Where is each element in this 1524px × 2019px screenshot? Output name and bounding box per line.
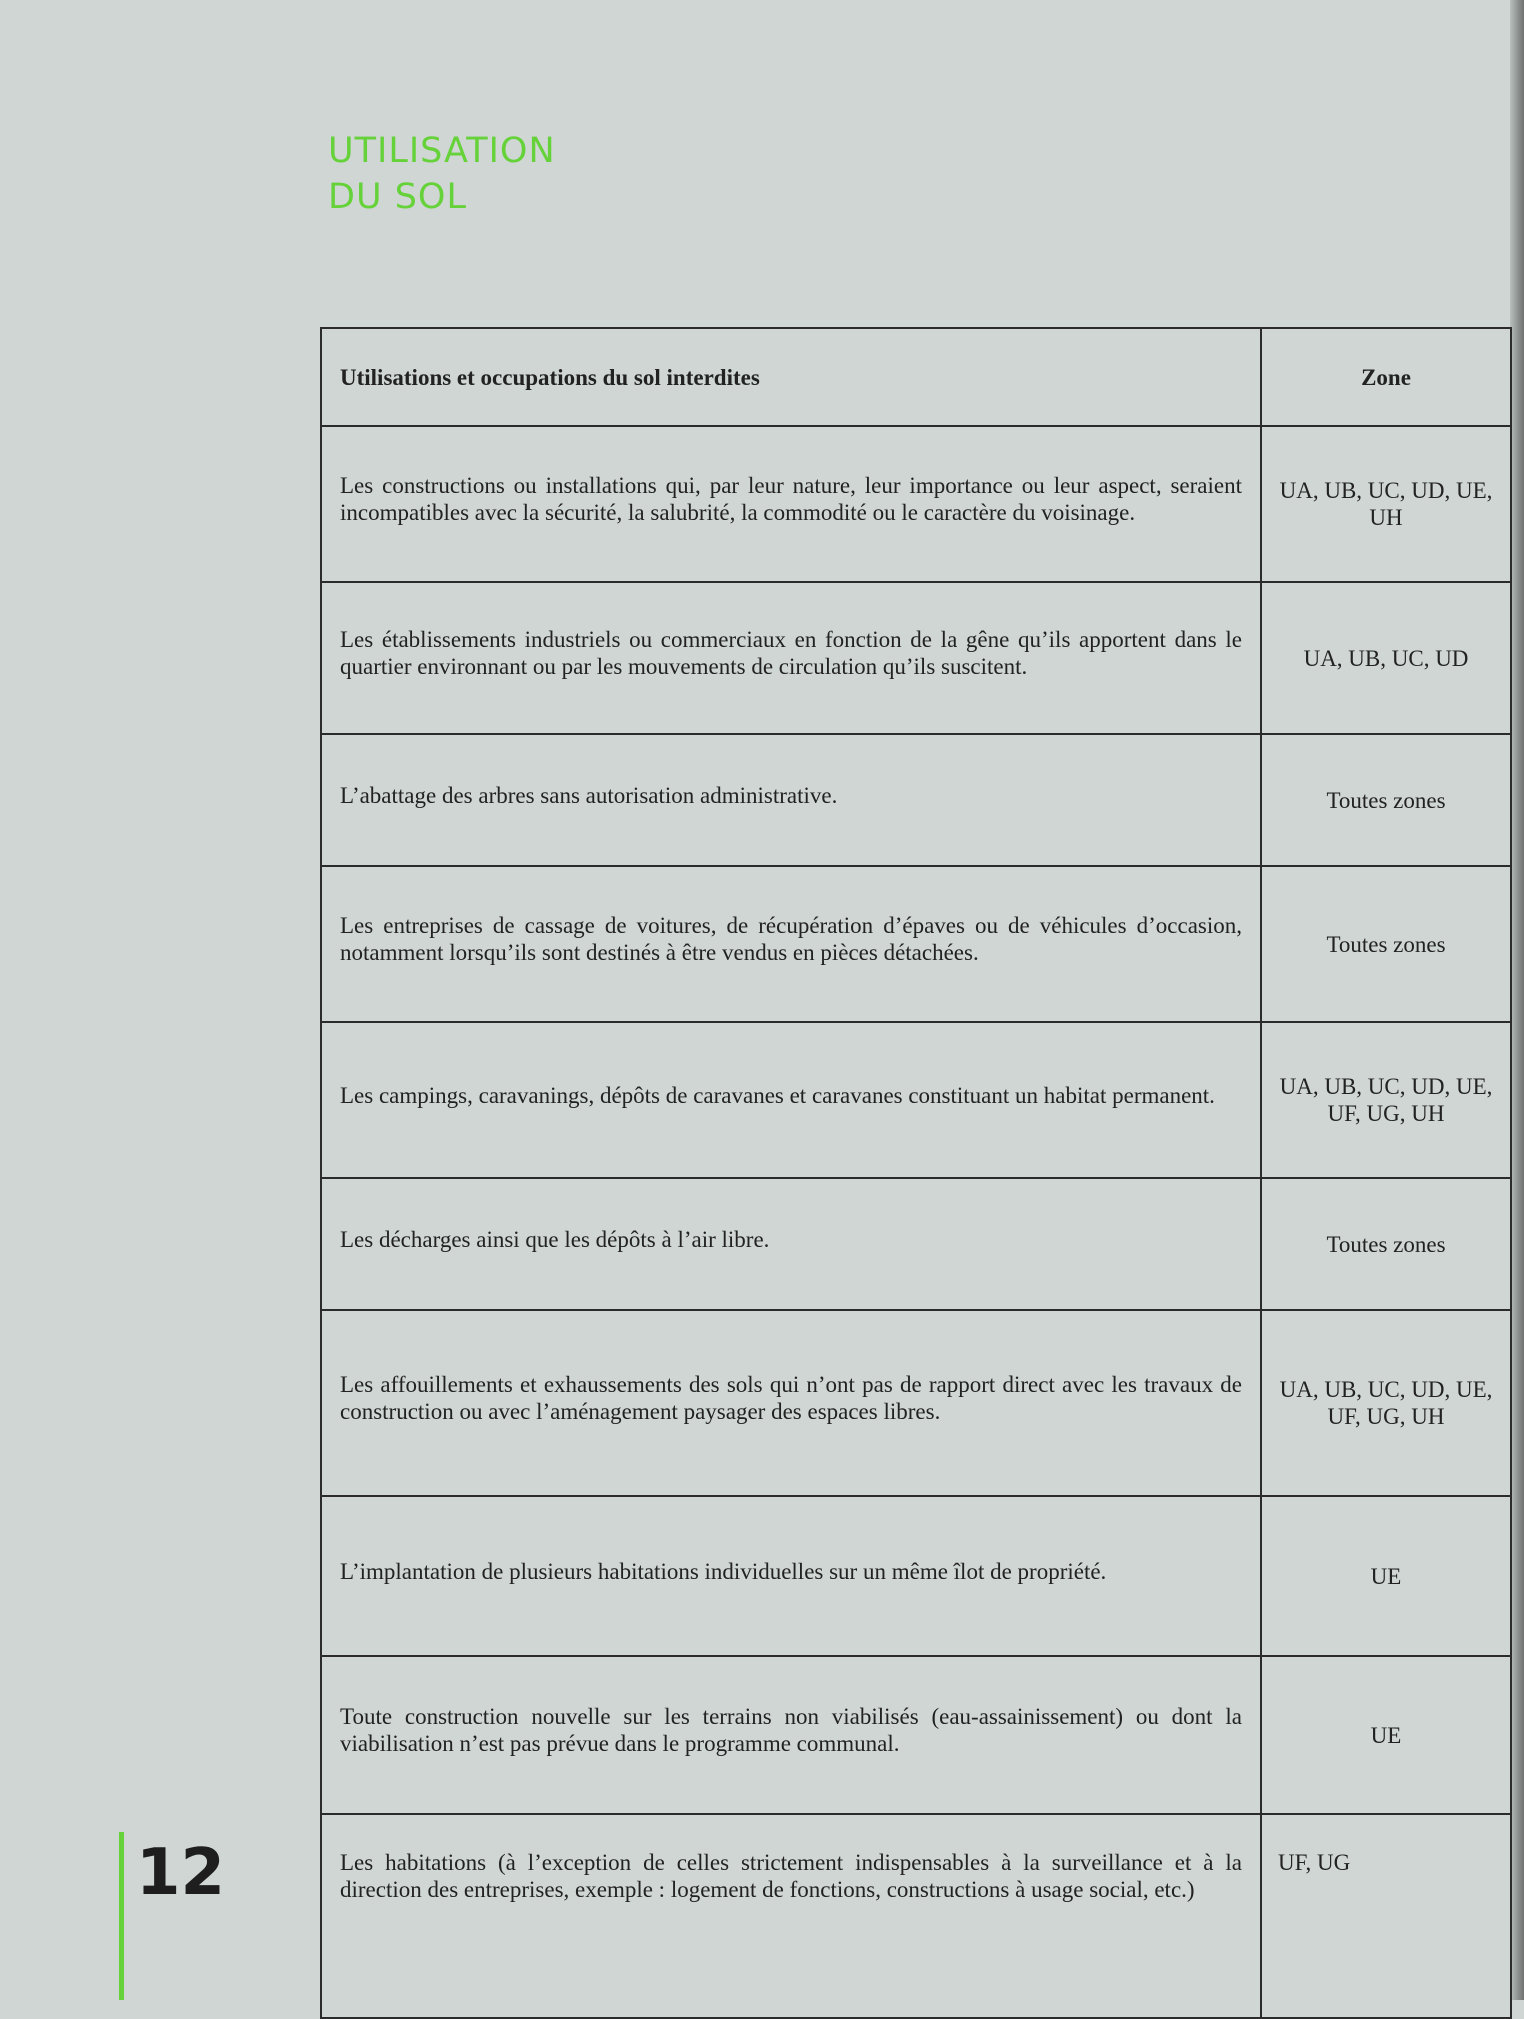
title-line-1: UTILISATION	[328, 131, 556, 171]
zone-cell: UA, UB, UC, UD, UE, UF, UG, UH	[1261, 1310, 1511, 1496]
use-cell: Toute construction nouvelle sur les terrains non viabilisés (eau-assainissement) ou dont la viabilisation n’est pas prévue dans le programme communal.	[321, 1656, 1261, 1814]
page-edge	[1510, 0, 1524, 2000]
zone-cell: Toutes zones	[1261, 866, 1511, 1022]
use-cell: Les établissements industriels ou commerciaux en fonction de la gêne qu’ils apportent dans le quartier environnant ou par les mouvements de circulation qu’ils suscitent.	[321, 582, 1261, 734]
header-use: Utilisations et occupations du sol interdites	[321, 328, 1261, 426]
table-row	[321, 1022, 1511, 1178]
zone-cell: UE	[1261, 1656, 1511, 1814]
use-cell: Les décharges ainsi que les dépôts à l’air libre.	[321, 1178, 1261, 1310]
table-row	[321, 1310, 1511, 1496]
zone-cell: Toutes zones	[1261, 734, 1511, 866]
zone-cell: UA, UB, UC, UD, UE, UF, UG, UH	[1261, 1022, 1511, 1178]
page-number-bar	[119, 1832, 124, 2000]
table-row	[321, 1656, 1511, 1814]
use-cell: L’abattage des arbres sans autorisation administrative.	[321, 734, 1261, 866]
table-row	[321, 866, 1511, 1022]
table-header-row	[321, 328, 1511, 426]
use-cell: Les campings, caravanings, dépôts de caravanes et caravanes constituant un habitat permanent.	[321, 1022, 1261, 1178]
use-cell: Les constructions ou installations qui, par leur nature, leur importance ou leur aspect, seraient incompatibles avec la sécurité, la salubrité, la commodité ou le caractère du voisinage.	[321, 426, 1261, 582]
page-number: 12	[136, 1836, 226, 1910]
zone-cell: Toutes zones	[1261, 1178, 1511, 1310]
use-cell: Les affouillements et exhaussements des sols qui n’ont pas de rapport direct avec les travaux de construction ou avec l’aménagement paysager des espaces libres.	[321, 1310, 1261, 1496]
use-cell: Les habitations (à l’exception de celles strictement indispensables à la surveillance et à la direction des entreprises, exemple : logement de fonctions, constructions à usage social, etc.)	[321, 1814, 1261, 2018]
table-row	[321, 734, 1511, 866]
header-zone: Zone	[1261, 328, 1511, 426]
table-row	[321, 1814, 1511, 2018]
zone-cell: UA, UB, UC, UD, UE, UH	[1261, 426, 1511, 582]
use-cell: Les entreprises de cassage de voitures, de récupération d’épaves ou de véhicules d’occasion, notamment lorsqu’ils sont destinés à être vendus en pièces détachées.	[321, 866, 1261, 1022]
zone-cell: UE	[1261, 1496, 1511, 1656]
land-use-table	[320, 327, 1512, 2019]
zone-cell: UF, UG	[1261, 1814, 1511, 2018]
zone-cell: UA, UB, UC, UD	[1261, 582, 1511, 734]
table-row	[321, 582, 1511, 734]
table-row	[321, 1178, 1511, 1310]
section-title	[328, 128, 556, 220]
table-row	[321, 1496, 1511, 1656]
use-cell: L’implantation de plusieurs habitations individuelles sur un même îlot de propriété.	[321, 1496, 1261, 1656]
title-line-2: DU SOL	[328, 177, 467, 217]
table-row	[321, 426, 1511, 582]
